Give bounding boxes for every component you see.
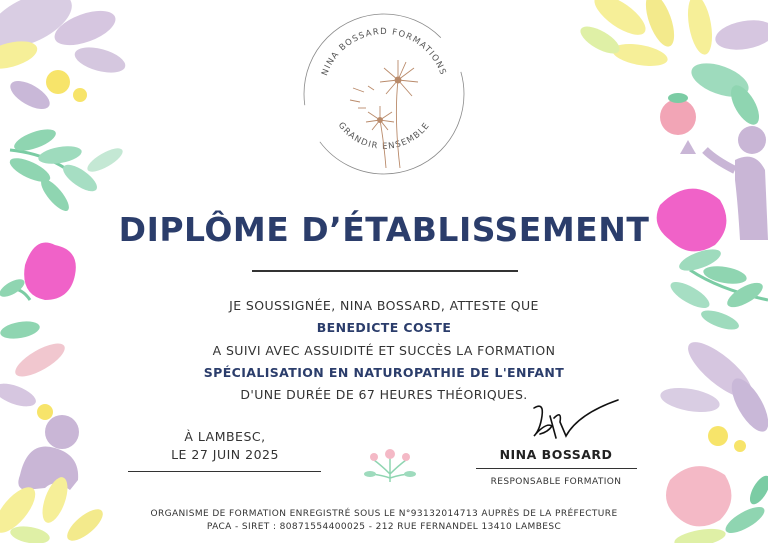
place-date	[130, 428, 320, 464]
course-name: SPÉCIALISATION EN NATUROPATHIE DE L'ENFANT	[203, 365, 565, 380]
title-divider	[252, 270, 518, 272]
signatory-name: NINA BOSSARD	[499, 447, 613, 462]
signatory-role: RESPONSABLE FORMATION	[490, 477, 622, 487]
recipient-name: BENEDICTE COSTE	[316, 320, 452, 335]
diploma-title: DIPLÔME D’ÉTABLISSEMENT	[118, 210, 650, 249]
place-city: À LAMBESC,	[184, 429, 266, 444]
footer-address: PACA - SIRET : 80871554400025 - 212 RUE FERNANDEL 13410 LAMBESC	[206, 522, 562, 532]
signature-divider	[476, 468, 637, 469]
duration-line: D'UNE DURÉE DE 67 HEURES THÉORIQUES.	[240, 387, 528, 402]
logo	[298, 8, 470, 180]
issue-date: LE 27 JUIN 2025	[171, 447, 279, 462]
logo-top-text: NINA BOSSARD FORMATIONS	[320, 26, 448, 78]
dandelion-icon	[350, 60, 418, 168]
handwritten-signature	[526, 396, 626, 446]
svg-text:NINA BOSSARD FORMATIONS	[320, 27, 448, 77]
logo-bottom-text: GRANDIR ENSEMBLE	[335, 120, 433, 152]
place-divider	[128, 471, 321, 472]
footer-registration: ORGANISME DE FORMATION ENREGISTRÉ SOUS LE N°93132014713 AUPRÈS DE LA PRÉFECTURE	[150, 509, 618, 519]
completion-line: A SUIVI AVEC ASSUIDITÉ ET SUCCÈS LA FORMATION	[212, 343, 556, 358]
small-flowers-icon	[360, 444, 420, 484]
left-floral-decoration	[0, 0, 128, 543]
attestation-line: JE SOUSSIGNÉE, NINA BOSSARD, ATTESTE QUE	[229, 298, 539, 313]
